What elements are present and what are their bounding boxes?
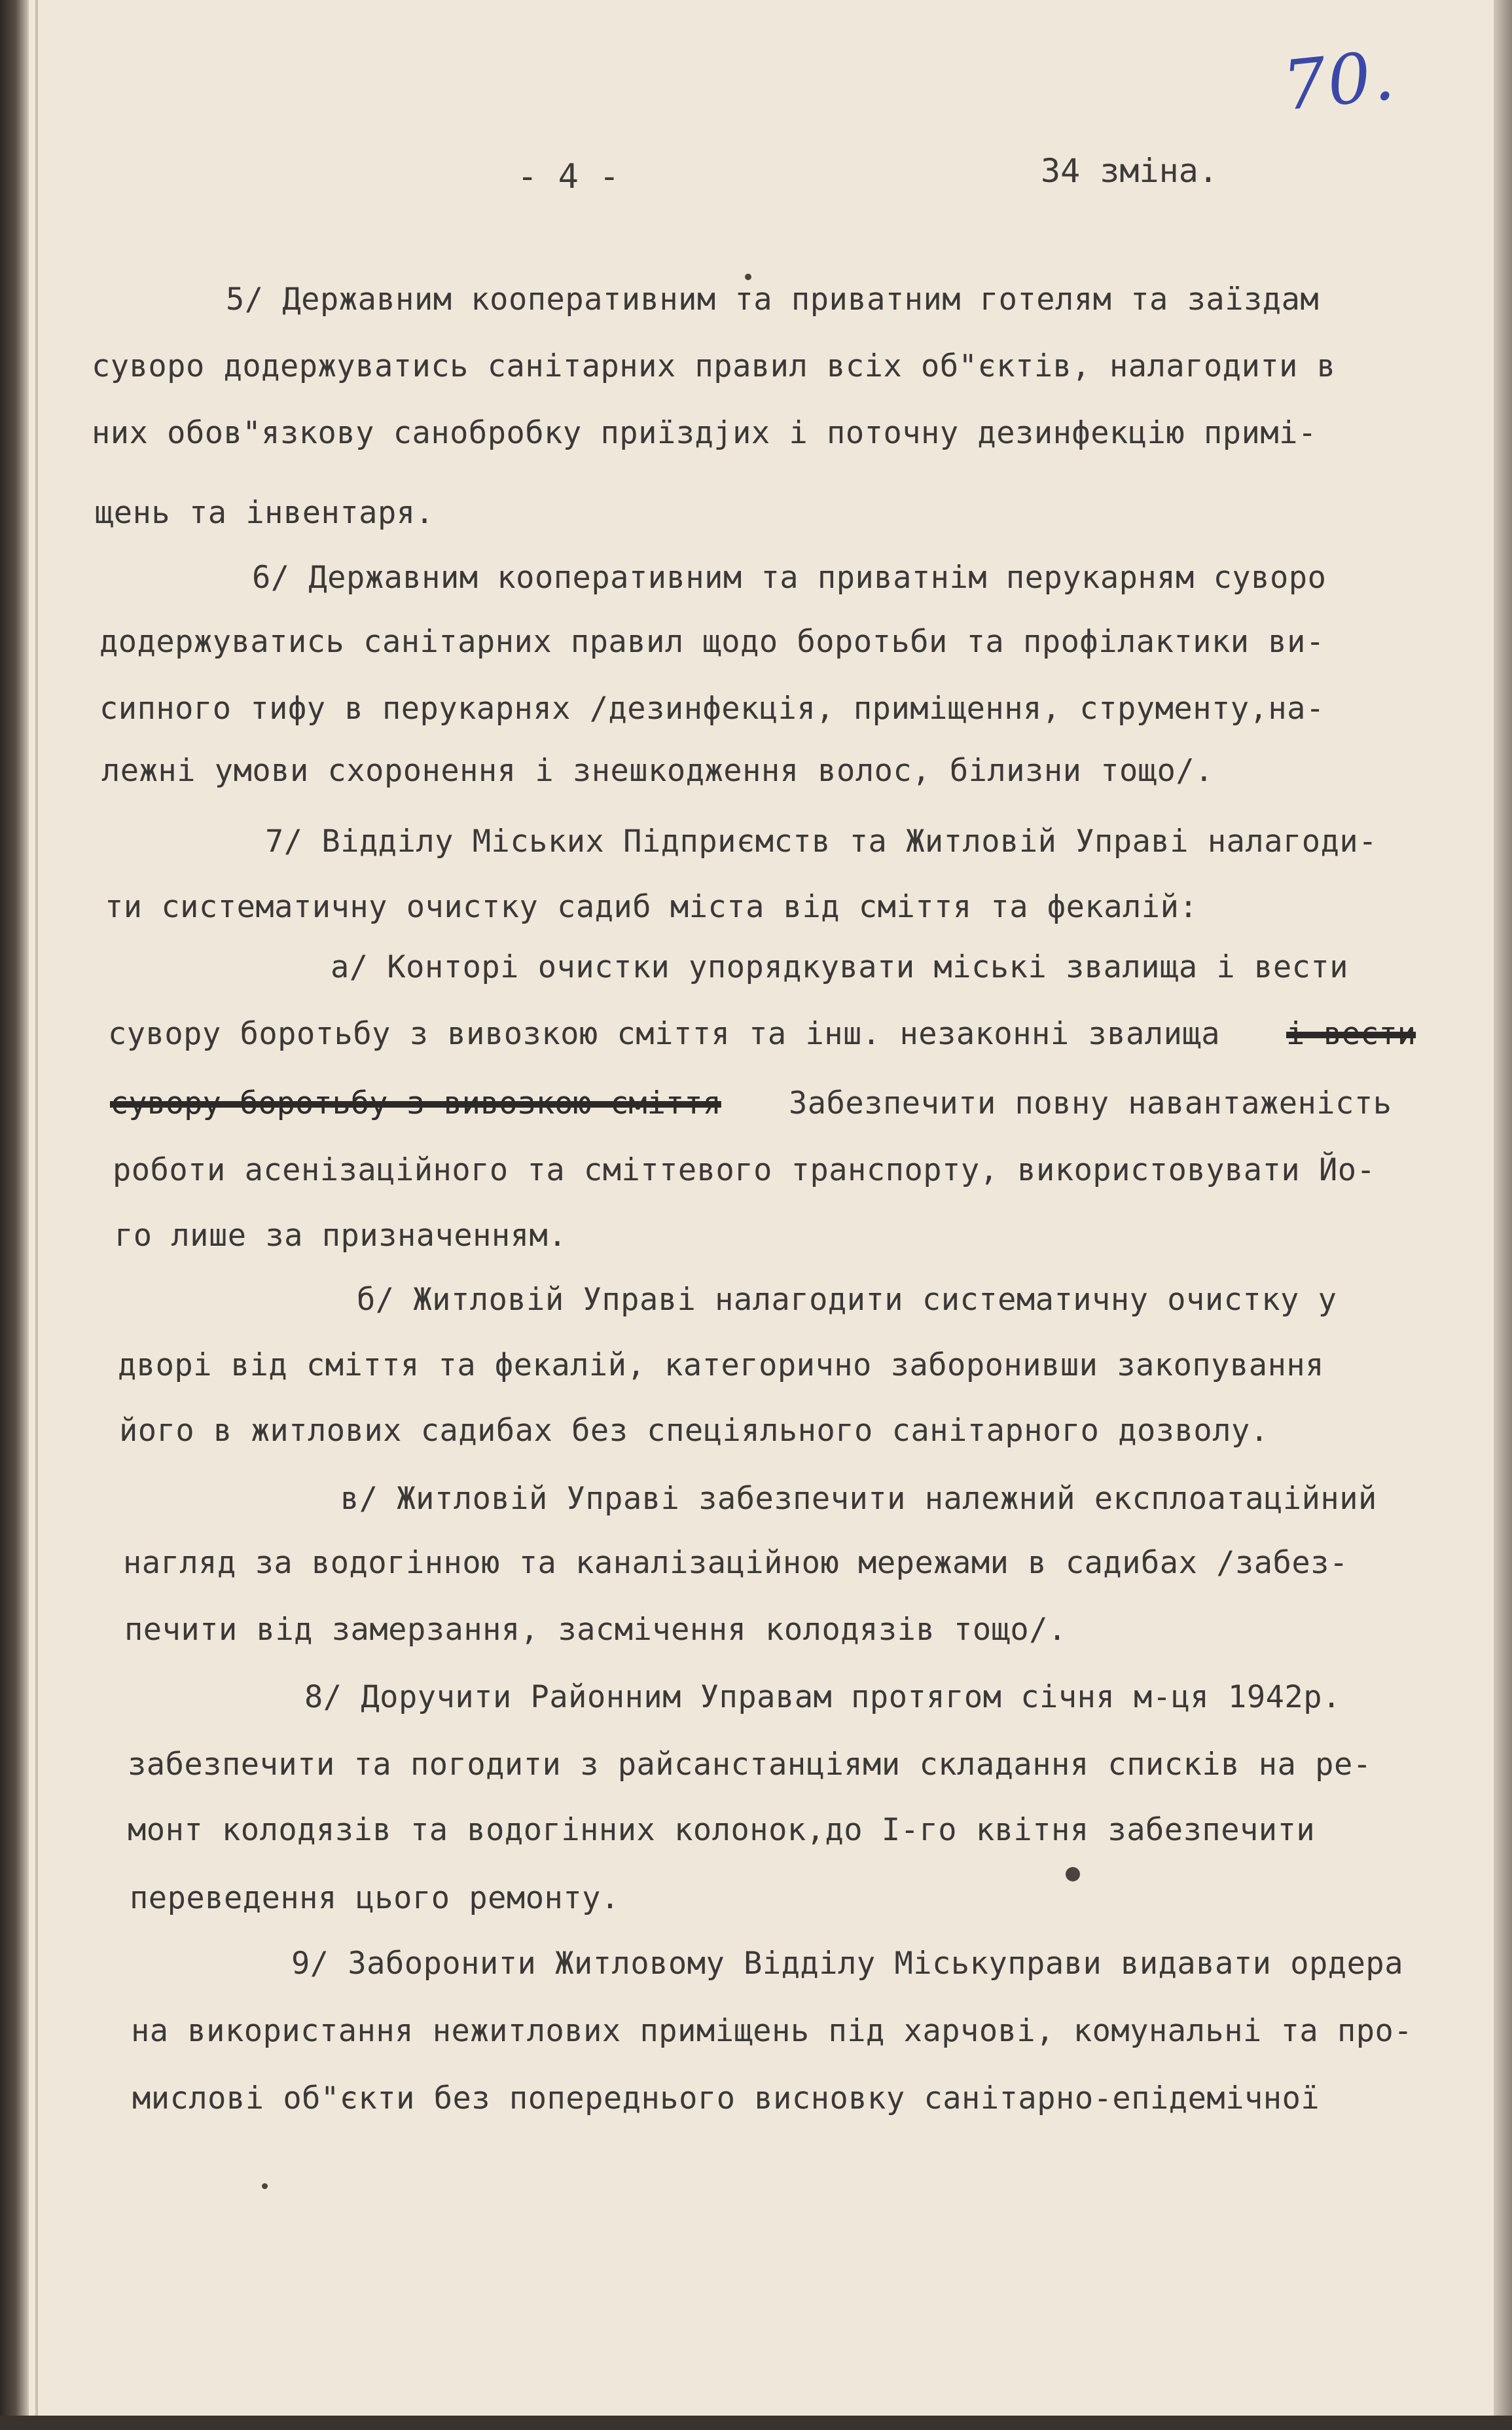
binding-edge <box>0 0 29 2430</box>
text-line: 5/ Державним кооперативним та приватним готелям та заїздам <box>226 281 1320 317</box>
text-line: а/ Конторі очистки упорядкувати міські звалища і вести <box>331 949 1349 985</box>
text-line: б/ Житловій Управі налагодити систематичну очистку у <box>357 1282 1337 1318</box>
text-line: роботи асенізаційного та сміттевого транспорту, використовувати Йо- <box>113 1152 1376 1188</box>
text-line: 7/ Віддiлу Міських Підприємств та Житловій Управі налагоди- <box>265 824 1377 860</box>
page-bottom-edge <box>0 2416 1512 2430</box>
text-line: сипного тифу в перукарнях /дезинфекція, приміщення, струменту,на- <box>99 691 1325 727</box>
struck-out-text: і вести <box>1286 1016 1416 1052</box>
handwritten-folio-number: 70. <box>1279 35 1399 126</box>
text-line: 8/ Доручити Районним Управам протягом січня м-ця 1942р. <box>304 1679 1341 1715</box>
text-line: суворо додержуватись санітарних правил всіх об"єктів, налагодити в <box>92 348 1336 384</box>
text-line: печити від замерзання, засмічення колодязів тощо/. <box>124 1612 1067 1648</box>
text-line: його в житлових садибах без спеціяльного санітарного дозволу. <box>119 1413 1269 1449</box>
text-line: них обов"язкову санобробку приїздjих і поточну дезинфекцію примі- <box>92 415 1317 451</box>
text-line: ти систематичну очистку садиб міста від сміття та фекалій: <box>105 889 1198 925</box>
text-line: монт колодязів та водогінних колонок,до І-го квітня забезпечити <box>128 1812 1316 1848</box>
edition-note: 34 зміна. <box>1041 152 1218 190</box>
text-line: 6/ Державним кооперативним та приватнім перукарням суворо <box>252 560 1327 596</box>
text-line: дворі від сміття та фекалій, категорично заборонивши закопування <box>118 1347 1324 1383</box>
text-line: 9/ Заборонити Житловому Віддiлу Міськуправи видавати ордера <box>291 1946 1403 1982</box>
text-line: переведення цього ремонту. <box>130 1880 620 1916</box>
struck-out-text: сувору боротьбу з вивозкою сміття <box>110 1085 721 1121</box>
text-line: нагляд за водогінною та каналізаційною мережами в садибах /забез- <box>123 1545 1348 1581</box>
text-line: щень та інвентаря. <box>95 495 435 531</box>
text-line: на використання нежитлових приміщень під харчові, комунальні та про- <box>131 2013 1413 2049</box>
text-line: в/ Житловій Управі забезпечити належний експлоатаційний <box>340 1481 1377 1517</box>
text-line: лежні умови схоронення і знешкодження волос, білизни тощо/. <box>101 753 1214 789</box>
text-line: додержуватись санітарних правил щодо боротьби та профілактики ви- <box>99 624 1325 660</box>
text-line: сувору боротьбу з вивозкою сміття та інш. незаконні звалища <box>108 1016 1220 1052</box>
ink-speck <box>1066 1867 1080 1881</box>
text-line: Забезпечити повну навантаженість <box>789 1085 1392 1121</box>
text-line: забезпечити та погодити з райсанстанціями складання списків на ре- <box>128 1747 1372 1783</box>
page-number: - 4 - <box>517 157 620 196</box>
text-line: мислові об"єкти без попереднього висновку санітарно-епідемічної <box>132 2080 1320 2116</box>
binding-stripe <box>35 0 38 2430</box>
ink-speck <box>262 2183 268 2189</box>
ink-speck <box>745 274 751 280</box>
page-right-edge <box>1494 0 1512 2430</box>
text-line: го лише за призначенням. <box>115 1218 567 1254</box>
